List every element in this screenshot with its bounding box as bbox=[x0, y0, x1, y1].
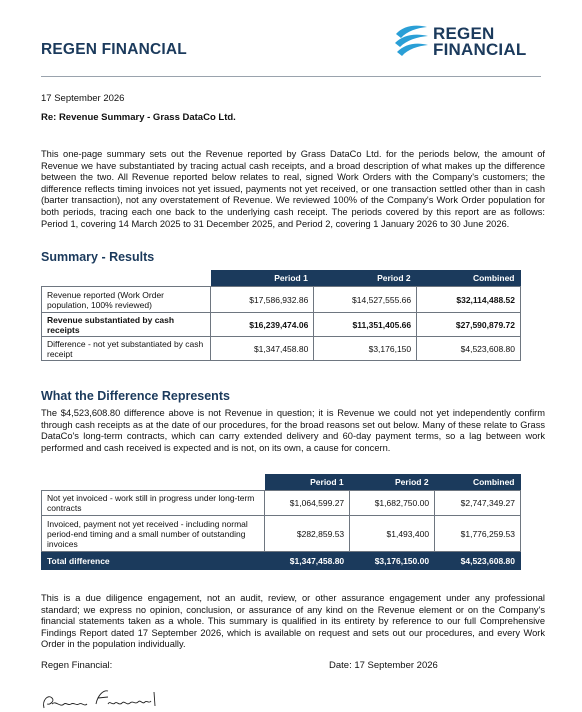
cell-period-1: $282,859.53 bbox=[265, 516, 350, 552]
col-period-1: Period 1 bbox=[211, 270, 314, 287]
summary-table bbox=[41, 270, 521, 361]
col-combined: Combined bbox=[417, 270, 521, 287]
cell-period-2: $1,682,750.00 bbox=[350, 491, 435, 516]
difference-paragraph: The $4,523,608.80 difference above is not Revenue in question; it is Revenue we could not yet independently confirm through cash receipts as at the date of our procedures, for the broad reasons set out below. Many of these relate to Grass DataCo's long-term contracts, which can carry extended delivery and 60-day payment terms, so a lag between work performed and cash received is expected and is not, on its own, a cause for concern. bbox=[41, 408, 545, 453]
cell-period-1: $1,347,458.80 bbox=[211, 337, 314, 361]
signature-date: Date: 17 September 2026 bbox=[329, 660, 438, 671]
intro-paragraph: This one-page summary sets out the Revenue reported by Grass DataCo Ltd. for the periods below, the amount of Revenue we have substantiated by tracing actual cash receipts, and a broad description of what makes up the difference between the two. All Revenue reported below relates to real, signed Work Orders with the Company's customers; the difference reflects timing invoices not yet issued, payments not yet received, or one transaction settled other than in cash (barter transaction), not any overstatement of Revenue. We reviewed 100% of the Company's Work Order population for both periods, tracing each one back to the underlying cash receipt. The periods covered by this report are as follows: Period 1, covering 14 March 2025 to 31 December 2025, and Period 2, covering 1 January 2026 to 30 June 2026. bbox=[41, 149, 545, 229]
letter-date: 17 September 2026 bbox=[41, 93, 125, 104]
table-row bbox=[42, 287, 521, 313]
cell-combined: $32,114,488.52 bbox=[417, 287, 521, 313]
col-period-1: Period 1 bbox=[265, 474, 350, 491]
cell-combined: $2,747,349.27 bbox=[435, 491, 521, 516]
cell-period-2: $3,176,150 bbox=[314, 337, 417, 361]
cell-period-1: $16,239,474.06 bbox=[211, 313, 314, 337]
row-label: Revenue substantiated by cash receipts bbox=[42, 313, 211, 337]
handwritten-signature bbox=[38, 682, 178, 712]
summary-table-header bbox=[42, 270, 521, 287]
disclaimer-paragraph: This is a due diligence engagement, not an audit, review, or other assurance engagement under any professional standard; we express no opinion, conclusion, or assurance of any kind on the Revenue element or on the Company's financial statements taken as a whole. This summary is qualified in its entirety by reference to our full Comprehensive Findings Report dated 17 September 2026, which is available on request and sets out our procedures, and every Work Order in the population individually. bbox=[41, 593, 545, 650]
total-label: Total difference bbox=[42, 552, 265, 570]
col-period-2: Period 2 bbox=[314, 270, 417, 287]
total-row bbox=[42, 552, 521, 570]
cell-combined: $4,523,608.80 bbox=[417, 337, 521, 361]
row-label: Not yet invoiced - work still in progress under long-term contracts bbox=[42, 491, 265, 516]
logo-wordmark bbox=[433, 26, 526, 57]
difference-table-header bbox=[42, 474, 521, 491]
total-period-2: $3,176,150.00 bbox=[350, 552, 435, 570]
company-name: REGEN FINANCIAL bbox=[41, 41, 187, 58]
table-row bbox=[42, 313, 521, 337]
cell-period-1: $17,586,932.86 bbox=[211, 287, 314, 313]
cell-period-2: $14,527,555.66 bbox=[314, 287, 417, 313]
difference-heading: What the Difference Represents bbox=[41, 389, 230, 403]
blank-header-cell bbox=[42, 474, 265, 491]
total-combined: $4,523,608.80 bbox=[435, 552, 521, 570]
row-label: Difference - not yet substantiated by cash receipt bbox=[42, 337, 211, 361]
col-combined: Combined bbox=[435, 474, 521, 491]
table-row bbox=[42, 516, 521, 552]
summary-heading: Summary - Results bbox=[41, 250, 155, 264]
wave-logo-icon bbox=[393, 22, 433, 62]
logo-line-1: REGEN bbox=[433, 24, 495, 43]
row-label: Revenue reported (Work Order population, 100% reviewed) bbox=[42, 287, 211, 313]
cell-period-2: $11,351,405.66 bbox=[314, 313, 417, 337]
cell-combined: $1,776,259.53 bbox=[435, 516, 521, 552]
logo-line-2: FINANCIAL bbox=[433, 39, 527, 59]
difference-table bbox=[41, 474, 521, 570]
regen-financial-logo bbox=[393, 22, 543, 62]
table-row bbox=[42, 491, 521, 516]
row-label: Invoiced, payment not yet received - including normal period-end timing and a small number of outstanding invoices bbox=[42, 516, 265, 552]
header-divider bbox=[41, 76, 541, 77]
total-period-1: $1,347,458.80 bbox=[265, 552, 350, 570]
cell-period-2: $1,493,400 bbox=[350, 516, 435, 552]
cell-combined: $27,590,879.72 bbox=[417, 313, 521, 337]
col-period-2: Period 2 bbox=[350, 474, 435, 491]
blank-header-cell bbox=[42, 270, 211, 287]
signatory-label: Regen Financial: bbox=[41, 660, 113, 671]
table-row bbox=[42, 337, 521, 361]
letter-subject: Re: Revenue Summary - Grass DataCo Ltd. bbox=[41, 112, 236, 123]
cell-period-1: $1,064,599.27 bbox=[265, 491, 350, 516]
